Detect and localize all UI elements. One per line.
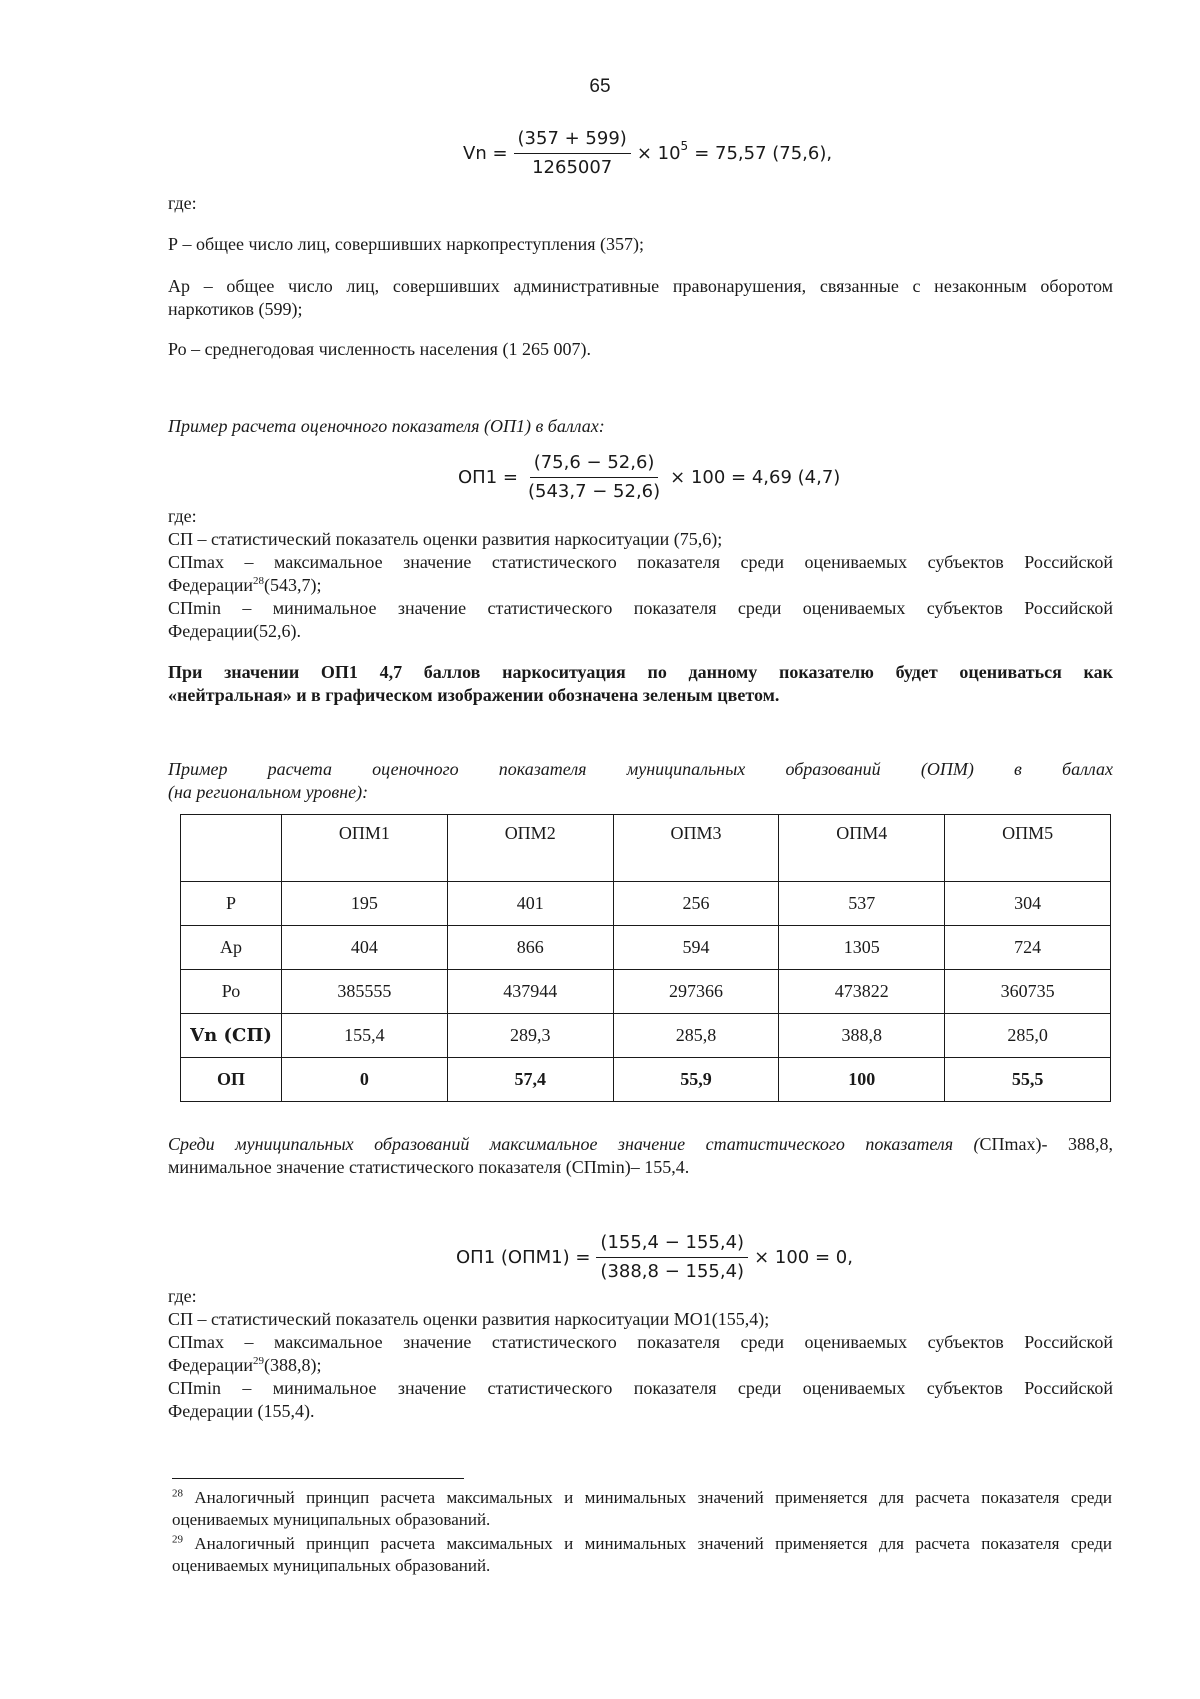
footnote-29-mark: 29 — [172, 1533, 183, 1546]
table-row — [181, 970, 1111, 1014]
table-row-label: Ар — [181, 926, 282, 970]
table-cell: 866 — [447, 926, 613, 970]
formula-vn-lhs: Vn = — [463, 143, 508, 164]
example2-heading-line2: (на региональном уровне): — [168, 782, 369, 802]
page-number: 65 — [589, 76, 611, 97]
table-header-cell: ОПМ5 — [945, 815, 1111, 882]
summary-line1-italic: Среди муниципальных образований максимальное значение статистического показателя ( — [168, 1134, 980, 1154]
block1-where: где: — [168, 193, 197, 213]
block2-spmax-line1: СПmax – максимальное значение статистического показателя среди оцениваемых субъектов Российской — [168, 552, 1113, 572]
summary-line2: минимальное значение статистического показателя (СПmin)– 155,4. — [168, 1157, 690, 1177]
table-cell: 1305 — [779, 926, 945, 970]
block3-spmax-line2-post: (388,8); — [264, 1355, 322, 1375]
block1-po-definition: Ро – среднегодовая численность населения (1 265 007). — [168, 339, 591, 359]
formula-op1-opm1-denominator: (388,8 − 155,4) — [600, 1261, 745, 1282]
table-cell: 285,0 — [945, 1014, 1111, 1058]
table-cell: 385555 — [282, 970, 448, 1014]
formula-vn-rhs: × 10 — [636, 143, 681, 164]
table-cell: 289,3 — [447, 1014, 613, 1058]
block3-spmax-line2-pre: Федерации — [168, 1355, 254, 1375]
table-cell: 388,8 — [779, 1014, 945, 1058]
formula-op1-lhs: ОП1 = — [458, 467, 518, 488]
block2-spmin-line2: Федерации(52,6). — [168, 621, 301, 641]
table-header-cell: ОПМ3 — [613, 815, 779, 882]
table-header-cell: ОПМ2 — [447, 815, 613, 882]
table-row — [181, 882, 1111, 926]
block1-p-definition: Р – общее число лиц, совершивших наркопреступления (357); — [168, 234, 645, 254]
table-cell: 304 — [945, 882, 1111, 926]
formula-vn-numerator: (357 + 599) — [514, 128, 631, 154]
table-cell: 594 — [613, 926, 779, 970]
table-row — [181, 1014, 1111, 1058]
footnote-ref-29: 29 — [253, 1355, 265, 1367]
table-row-label: ОП — [181, 1058, 282, 1102]
block3-where: где: — [168, 1286, 197, 1306]
table-cell: 360735 — [945, 970, 1111, 1014]
block3-spmin-line1: СПmin – минимальное значение статистического показателя среди оцениваемых субъектов Российской — [168, 1378, 1113, 1398]
table-cell: 57,4 — [447, 1058, 613, 1102]
conclusion-line1: При значении ОП1 4,7 баллов наркоситуация по данному показателю будет оцениваться как — [168, 662, 1113, 682]
formula-op1-fraction — [524, 452, 664, 503]
table-row-label — [181, 1014, 282, 1058]
formula-op1-opm1-rhs: × 100 = 0, — [754, 1247, 853, 1268]
formula-vn — [463, 128, 832, 179]
formula-vn-fraction — [514, 128, 631, 179]
formula-vn-exponent: 5 — [680, 138, 689, 153]
example1-heading: Пример расчета оценочного показателя (ОП1) в баллах: — [168, 416, 605, 436]
formula-op1-opm1-numerator: (155,4 − 155,4) — [596, 1232, 748, 1258]
block1-ap-line2: наркотиков (599); — [168, 299, 303, 319]
formula-op1-numerator: (75,6 − 52,6) — [530, 452, 659, 478]
formula-op1-opm1-lhs: ОП1 (ОПМ1) = — [456, 1247, 591, 1268]
block2-spmax-line2-post: (543,7); — [264, 575, 322, 595]
example2-heading — [168, 758, 1113, 804]
block3-spmin-line2: Федерации (155,4). — [168, 1401, 315, 1421]
table-cell: 195 — [282, 882, 448, 926]
table-row-label: Ро — [181, 970, 282, 1014]
table-row — [181, 1058, 1111, 1102]
opm-table — [180, 814, 1111, 1102]
block1-ap-definition — [168, 275, 1113, 321]
formula-op1-rhs: × 100 = 4,69 (4,7) — [670, 467, 841, 488]
formula-vn-result: = 75,57 (75,6), — [694, 143, 833, 164]
block2-spmax-line2 — [168, 574, 1113, 597]
footnote-ref-28: 28 — [253, 575, 265, 587]
formula-op1-opm1 — [456, 1232, 853, 1283]
summary-line1 — [168, 1133, 1113, 1156]
footnote-28-mark: 28 — [172, 1487, 183, 1500]
table-row — [181, 926, 1111, 970]
table-header-cell: ОПМ4 — [779, 815, 945, 882]
summary-line1-plain: СПmax)- 388,8, — [979, 1134, 1113, 1154]
block1-ap-line1: Ар – общее число лиц, совершивших административные правонарушения, связанные с незаконным оборотом — [168, 276, 1113, 296]
block2-spmin-line1: СПmin – минимальное значение статистического показателя среди оцениваемых субъектов Российской — [168, 598, 1113, 618]
table-cell: 473822 — [779, 970, 945, 1014]
table-cell: 55,9 — [613, 1058, 779, 1102]
example2-heading-line1: Пример расчета оценочного показателя муниципальных образований (ОПМ) в баллах — [168, 759, 1113, 779]
footnote-29-text: Аналогичный принцип расчета максимальных и минимальных значений применяется для расчета показателя среди оцениваемых муниципальных образований. — [172, 1534, 1112, 1575]
block2 — [168, 505, 1113, 643]
conclusion — [168, 661, 1113, 707]
conclusion-line2: «нейтральная» и в графическом изображении обозначена зеленым цветом. — [168, 685, 780, 705]
block3-spmax-line2 — [168, 1354, 1113, 1377]
footnote-28-text: Аналогичный принцип расчета максимальных и минимальных значений применяется для расчета показателя среди оцениваемых муниципальных образований. — [172, 1488, 1112, 1529]
block3-sp-definition: СП – статистический показатель оценки развития наркоситуации МО1(155,4); — [168, 1309, 770, 1329]
formula-op1-denominator: (543,7 − 52,6) — [527, 481, 661, 502]
footnotes — [172, 1487, 1112, 1579]
block3-spmax-line1: СПmax – максимальное значение статистического показателя среди оцениваемых субъектов Российской — [168, 1332, 1113, 1352]
footnote-separator — [172, 1478, 464, 1479]
table-header-cell — [181, 815, 282, 882]
block2-sp-definition: СП – статистический показатель оценки развития наркоситуации (75,6); — [168, 529, 723, 549]
block2-spmax-line2-pre: Федерации — [168, 575, 254, 595]
block2-where: где: — [168, 506, 197, 526]
table-header-cell: ОПМ1 — [282, 815, 448, 882]
table-cell: 0 — [282, 1058, 448, 1102]
block3 — [168, 1285, 1113, 1423]
table-cell: 537 — [779, 882, 945, 926]
table-cell: 100 — [779, 1058, 945, 1102]
table-cell: 55,5 — [945, 1058, 1111, 1102]
table-cell: 256 — [613, 882, 779, 926]
vn-sp-label: Vn (СП) — [190, 1025, 272, 1046]
table-cell: 724 — [945, 926, 1111, 970]
summary — [168, 1133, 1113, 1179]
formula-op1 — [458, 452, 840, 503]
table-row-label: Р — [181, 882, 282, 926]
table-cell: 404 — [282, 926, 448, 970]
formula-vn-denominator: 1265007 — [532, 157, 613, 178]
footnote-28 — [172, 1487, 1112, 1531]
table-header-row — [181, 815, 1111, 882]
footnote-29 — [172, 1533, 1112, 1577]
table-cell: 437944 — [447, 970, 613, 1014]
table-cell: 297366 — [613, 970, 779, 1014]
formula-op1-opm1-fraction — [596, 1232, 748, 1283]
table-cell: 155,4 — [282, 1014, 448, 1058]
table-cell: 401 — [447, 882, 613, 926]
table-cell: 285,8 — [613, 1014, 779, 1058]
